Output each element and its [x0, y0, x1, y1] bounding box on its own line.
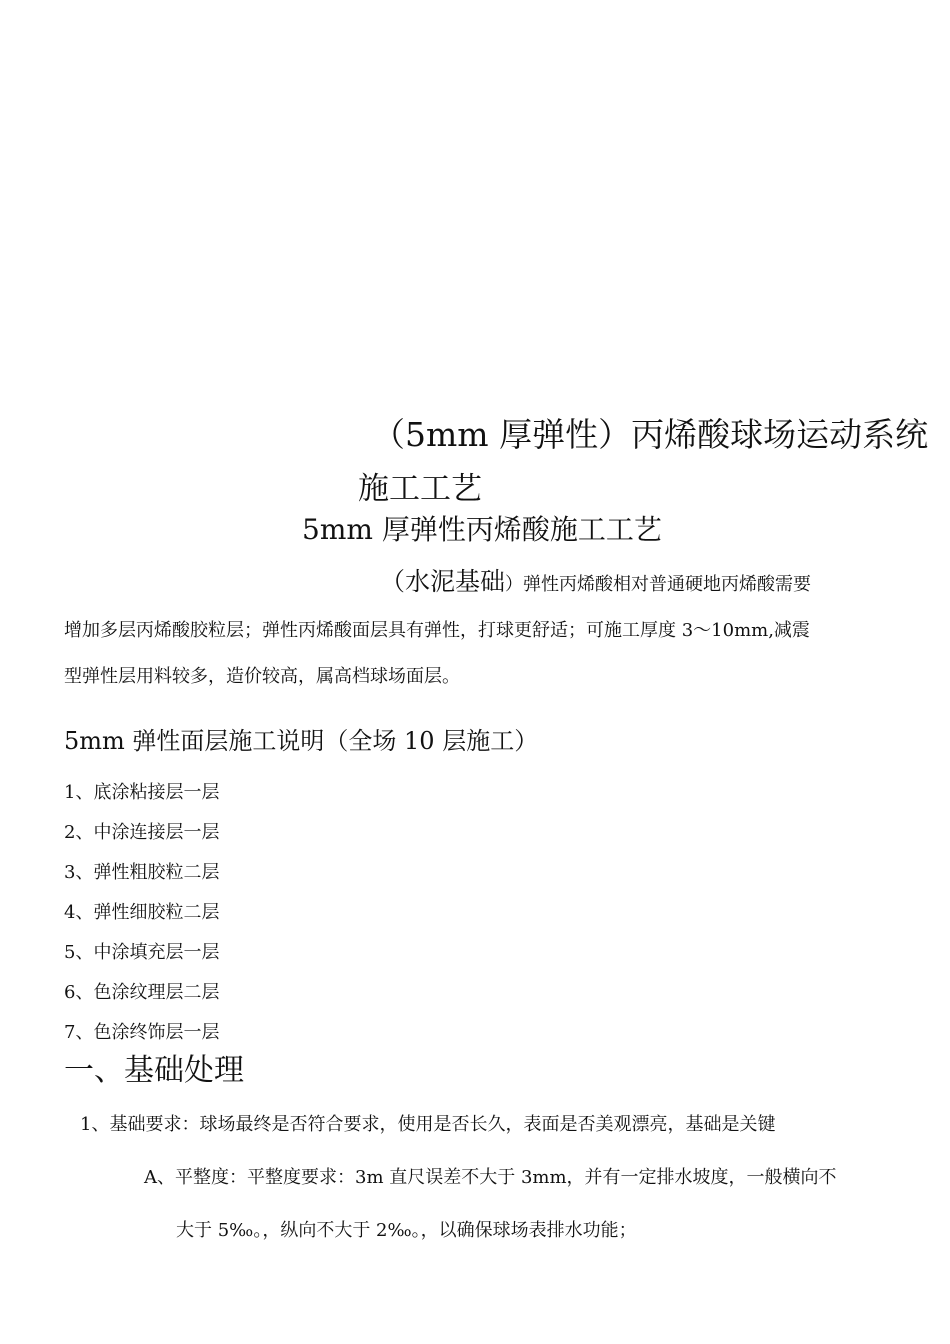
intro-lead-small: ）弹性丙烯酸相对普通硬地丙烯酸需要: [505, 574, 812, 595]
document-title-line2: 施工工艺: [358, 471, 482, 507]
list-item: 4、弹性细胶粒二层: [64, 902, 220, 923]
intro-paragraph-line3: 型弹性层用料较多，造价较高，属高档球场面层。: [64, 666, 460, 687]
flatness-requirement-line2: 大于 5‰。，纵向不大于 2‰。，以确保球场表排水功能；: [176, 1220, 637, 1241]
list-item: 6、色涂纹理层二层: [64, 982, 220, 1003]
foundation-requirement: 1、基础要求：球场最终是否符合要求，使用是否长久，表面是否美观漂亮，基础是关键: [80, 1114, 776, 1135]
list-item: 2、中涂连接层一层: [64, 822, 220, 843]
section-heading: 5mm 弹性面层施工说明（全场 10 层施工）: [64, 727, 539, 755]
document-title-line1: （5mm 厚弹性）丙烯酸球场运动系统: [372, 415, 929, 454]
list-item: 7、色涂终饰层一层: [64, 1022, 220, 1043]
intro-paragraph-line2: 增加多层丙烯酸胶粒层；弹性丙烯酸面层具有弹性，打球更舒适；可施工厚度 3～10mm,减震: [64, 620, 810, 641]
flatness-requirement-line1: A、平整度：平整度要求：3m 直尺误差不大于 3mm，并有一定排水坡度，一般横向不: [144, 1167, 837, 1188]
intro-lead-large: （水泥基础: [380, 567, 506, 596]
layer-list: [64, 783, 219, 1063]
document-subtitle: 5mm 厚弹性丙烯酸施工工艺: [302, 513, 662, 546]
list-item: 5、中涂填充层一层: [64, 942, 220, 963]
chapter-heading: 一、基础处理: [64, 1053, 244, 1088]
list-item: 3、弹性粗胶粒二层: [64, 862, 220, 883]
list-item: 1、底涂粘接层一层: [64, 782, 220, 803]
intro-paragraph-lead: [380, 569, 811, 594]
